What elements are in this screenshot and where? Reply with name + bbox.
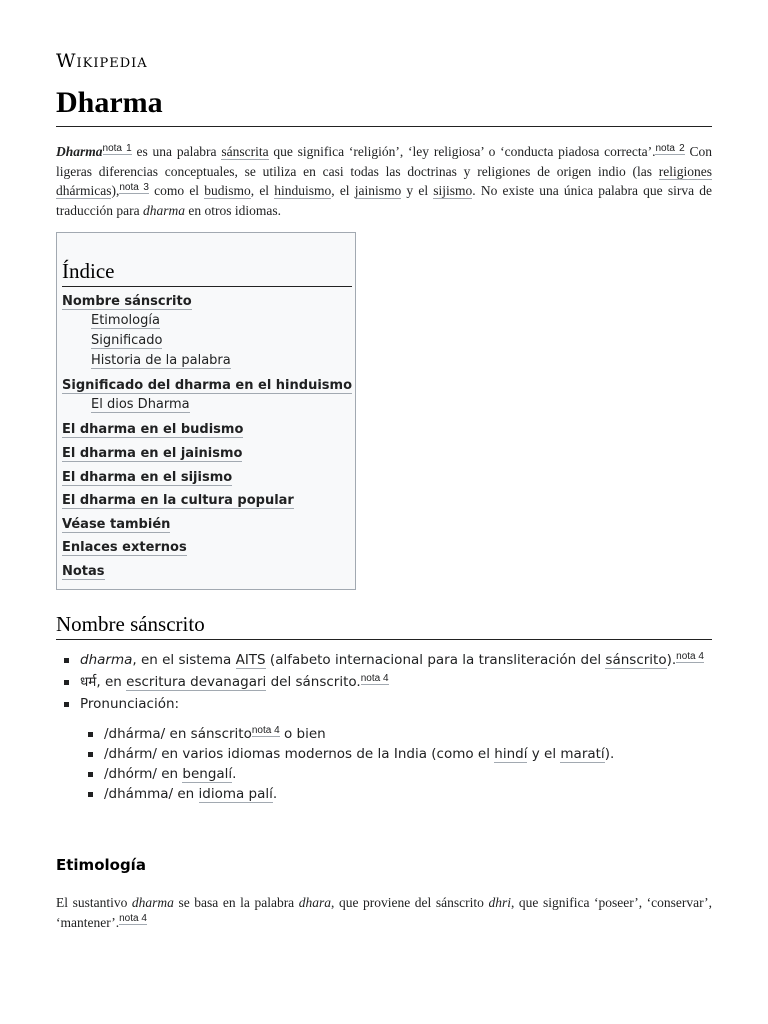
list-item: /dhárm/ en varios idiomas modernos de la India (como el hindí y el maratí). — [56, 744, 712, 764]
intro-text: ), — [111, 183, 120, 198]
table-of-contents — [56, 232, 356, 590]
toc-item[interactable]: Véase también — [62, 517, 171, 532]
toc-item[interactable]: El dharma en el sijismo — [62, 470, 233, 485]
note-link[interactable]: nota 4 — [119, 913, 147, 924]
list-item: /dhórm/ en bengalí. — [56, 764, 712, 784]
intro-text: es una palabra — [131, 144, 222, 159]
link-budismo[interactable]: budismo — [204, 183, 251, 198]
intro-paragraph — [56, 142, 712, 220]
note-link[interactable]: nota 4 — [360, 672, 389, 684]
toc-item[interactable]: Significado del dharma en el hinduismo — [62, 378, 352, 393]
bullet-icon — [64, 658, 69, 663]
note-link[interactable]: nota 4 — [251, 724, 280, 736]
toc-item[interactable]: Notas — [62, 564, 105, 579]
toc-item[interactable]: Historia de la palabra — [91, 353, 231, 368]
toc-item[interactable]: Nombre sánscrito — [62, 294, 192, 309]
link-devanagari[interactable]: escritura devanagari — [126, 674, 267, 690]
bullet-icon — [64, 702, 69, 707]
toc-item[interactable]: El dharma en el budismo — [62, 422, 244, 437]
link-sanscrita[interactable]: sánscrita — [221, 144, 269, 159]
intro-text: , el — [331, 183, 355, 198]
list-item: dharma, en el sistema AITS (alfabeto internacional para la transliteración del sánscrito).$^{nota 4}$ — [56, 650, 712, 670]
title-divider — [56, 126, 712, 127]
intro-term: Dharma — [56, 144, 103, 159]
note-link[interactable]: nota 3 — [119, 181, 149, 193]
link-jainismo[interactable]: jainismo — [354, 183, 402, 198]
toc-item[interactable]: Significado — [91, 333, 163, 348]
intro-text: en otros idiomas. — [184, 202, 281, 218]
toc-item[interactable]: El dios Dharma — [91, 397, 190, 412]
toc-item[interactable]: El dharma en la cultura popular — [62, 493, 294, 508]
note-link[interactable]: nota 4 — [676, 650, 704, 662]
link-pali[interactable]: idioma palí — [198, 786, 273, 802]
bullet-icon — [88, 772, 93, 777]
note-link[interactable]: nota 1 — [102, 142, 132, 154]
subsection-heading: Etimología — [56, 856, 146, 874]
toc-item[interactable]: El dharma en el jainismo — [62, 446, 243, 461]
intro-text: , el — [250, 183, 275, 198]
section-heading: Nombre sánscrito — [56, 612, 205, 636]
bullet-icon — [88, 792, 93, 797]
link-hindi[interactable]: hindí — [494, 746, 528, 762]
intro-text: Con ligeras diferencias conceptuales, se utiliza en casi todas las doctrinas y religiones de origen indio (las — [56, 144, 712, 179]
intro-text: que significa ‘religión’, ‘ley religiosa’ o ‘conducta piadosa correcta’. — [268, 144, 656, 159]
link-religiones-dharmicas[interactable]: religiones dhármicas — [56, 163, 712, 198]
toc-divider — [62, 286, 352, 287]
link-hinduismo[interactable]: hinduismo — [274, 183, 332, 198]
bullet-list — [56, 650, 712, 804]
bullet-icon — [64, 680, 69, 685]
list-item: धर्म, en escritura devanagari del sánscrito.$^{nota 4}$ — [56, 672, 712, 692]
link-sanscrito[interactable]: sánscrito — [605, 652, 667, 668]
bullet-icon — [88, 752, 93, 757]
link-bengali[interactable]: bengalí — [182, 766, 233, 782]
note-link[interactable]: nota 2 — [655, 142, 685, 154]
link-aits[interactable]: AITS — [235, 652, 266, 668]
etymology-paragraph: El sustantivo dharma se basa en la palabra dhara, que proviene del sánscrito dhri, que significa ‘poseer’, ‘conservar’, ‘mantener’.$^{nota 4}$ — [56, 895, 713, 930]
list-item: /dhámma/ en idioma palí. — [56, 784, 712, 804]
wikipedia-logo[interactable]: Wikipedia — [56, 50, 148, 72]
intro-text: y el — [401, 183, 434, 198]
toc-title: Índice — [62, 259, 115, 283]
list-item: /dhárma/ en sánscrito$^{nota 4}$ o bien — [56, 724, 712, 744]
list-item: Pronunciación: — [56, 694, 712, 714]
page-title: Dharma — [56, 86, 163, 119]
intro-text: . No existe una única palabra que sirva de traducción para — [56, 183, 712, 218]
intro-text: como el — [148, 183, 205, 198]
toc-item[interactable]: Etimología — [91, 313, 160, 328]
link-marati[interactable]: maratí — [560, 746, 605, 762]
link-sijismo[interactable]: sijismo — [433, 183, 473, 198]
section-divider — [56, 639, 712, 640]
toc-item[interactable]: Enlaces externos — [62, 540, 187, 555]
bullet-icon — [88, 732, 93, 737]
intro-italic: dharma — [142, 202, 185, 218]
